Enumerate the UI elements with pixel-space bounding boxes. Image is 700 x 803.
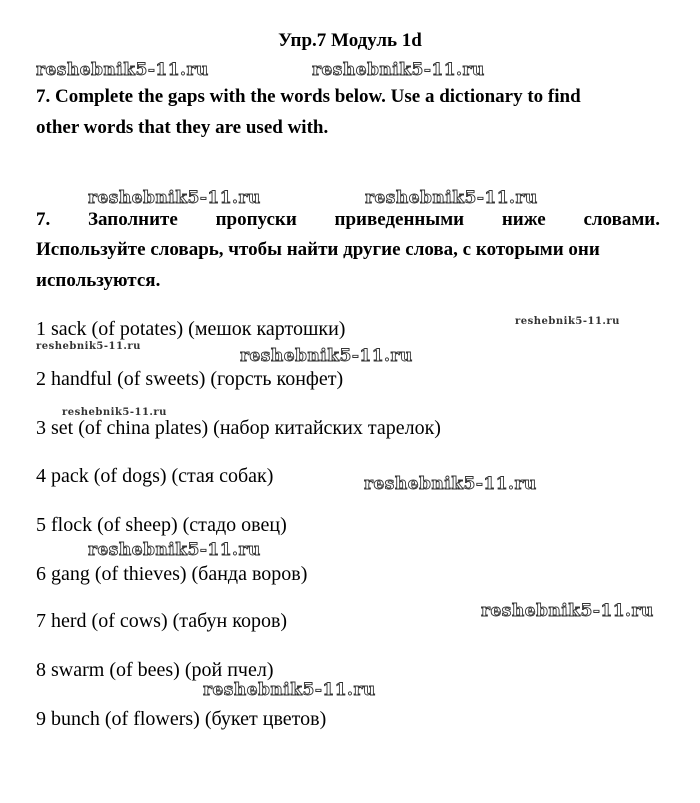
watermark: reshebnik5-11.ru xyxy=(88,188,261,208)
watermark: reshebnik5-11.ru xyxy=(36,60,209,80)
answer-item-5: 5 flock (of sheep) (стадо овец) xyxy=(36,514,287,536)
answer-item-1: 1 sack (of potates) (мешок картошки) xyxy=(36,318,346,340)
watermark: reshebnik5-11.ru xyxy=(481,601,654,621)
watermark: reshebnik5-11.ru xyxy=(515,316,620,327)
task-russian-line-1: 7. Заполните пропуски приведенными ниже словами. xyxy=(36,209,660,230)
answer-item-6: 6 gang (of thieves) (банда воров) xyxy=(36,563,308,585)
watermark: reshebnik5-11.ru xyxy=(62,407,167,418)
answer-item-3: 3 set (of china plates) (набор китайских тарелок) xyxy=(36,417,441,439)
answer-item-9: 9 bunch (of flowers) (букет цветов) xyxy=(36,708,327,730)
watermark: reshebnik5-11.ru xyxy=(203,680,376,700)
answer-item-8: 8 swarm (of bees) (рой пчел) xyxy=(36,659,274,681)
watermark: reshebnik5-11.ru xyxy=(88,540,261,560)
task-russian xyxy=(36,205,660,296)
watermark: reshebnik5-11.ru xyxy=(36,341,141,352)
watermark: reshebnik5-11.ru xyxy=(312,60,485,80)
answer-item-2: 2 handful (of sweets) (горсть конфет) xyxy=(36,368,344,390)
watermark: reshebnik5-11.ru xyxy=(365,188,538,208)
watermark: reshebnik5-11.ru xyxy=(364,474,537,494)
task-russian-line-2: Используйте словарь, чтобы найти другие слова, с которыми они xyxy=(36,239,600,261)
task-english-line-2: other words that they are used with. xyxy=(36,117,329,138)
task-russian-line-3: используются. xyxy=(36,269,161,291)
answer-item-4: 4 pack (of dogs) (стая собак) xyxy=(36,465,274,487)
page-title: Упр.7 Модуль 1d xyxy=(278,30,422,51)
watermark: reshebnik5-11.ru xyxy=(240,346,413,366)
task-english-line-1: 7. Complete the gaps with the words below. Use a dictionary to find xyxy=(36,86,581,107)
answer-item-7: 7 herd (of cows) (табун коров) xyxy=(36,610,288,632)
